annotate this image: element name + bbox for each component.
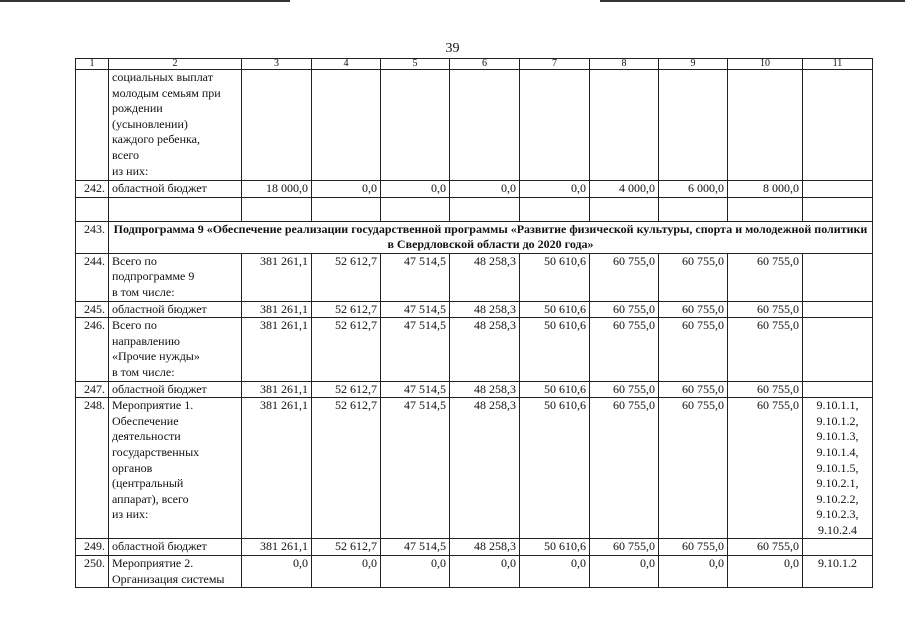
value-cell: 381 261,1	[242, 539, 312, 556]
spacer-row	[76, 197, 873, 221]
value-cell: 48 258,3	[450, 301, 520, 318]
codes-cell	[803, 381, 873, 398]
value-cell: 47 514,5	[381, 253, 450, 301]
value-cell: 381 261,1	[242, 318, 312, 381]
row-name: социальных выплат молодым семьям при рождении (усыновлении) каждого ребенка, всего из них:	[109, 70, 242, 181]
value-cell: 4 000,0	[590, 181, 659, 198]
value-cell: 60 755,0	[728, 539, 803, 556]
value-cell: 47 514,5	[381, 318, 450, 381]
value-cell: 52 612,7	[312, 318, 381, 381]
row-name: областной бюджет	[109, 181, 242, 198]
row-name: Мероприятие 2. Организация системы	[109, 556, 242, 588]
value-cell: 0,0	[381, 181, 450, 198]
value-cell: 0,0	[590, 556, 659, 588]
value-cell: 60 755,0	[728, 318, 803, 381]
row-number: 246.	[76, 318, 109, 381]
codes-cell	[803, 318, 873, 381]
value-cell: 50 610,6	[520, 318, 590, 381]
value-cell: 60 755,0	[659, 318, 728, 381]
column-header: 9	[659, 59, 728, 70]
value-cell: 52 612,7	[312, 253, 381, 301]
table-row	[76, 301, 873, 318]
row-number: 242.	[76, 181, 109, 198]
table-row	[76, 556, 873, 588]
row-name: Всего по направлению «Прочие нужды» в том числе:	[109, 318, 242, 381]
value-cell: 18 000,0	[242, 181, 312, 198]
row-name: Всего по подпрограмме 9 в том числе:	[109, 253, 242, 301]
value-cell: 47 514,5	[381, 539, 450, 556]
header-row	[76, 59, 873, 70]
value-cell: 0,0	[659, 556, 728, 588]
value-cell: 48 258,3	[450, 398, 520, 539]
row-name: Мероприятие 1. Обеспечение деятельности государственных органов (центральный аппарат), всего из них:	[109, 398, 242, 539]
value-cell: 60 755,0	[659, 381, 728, 398]
value-cell: 50 610,6	[520, 398, 590, 539]
value-cell: 60 755,0	[590, 381, 659, 398]
value-cell: 47 514,5	[381, 301, 450, 318]
value-cell: 48 258,3	[450, 381, 520, 398]
value-cell: 52 612,7	[312, 301, 381, 318]
row-number: 248.	[76, 398, 109, 539]
value-cell: 0,0	[312, 556, 381, 588]
codes-cell	[803, 539, 873, 556]
budget-table	[75, 58, 873, 588]
value-cell: 60 755,0	[728, 301, 803, 318]
value-cell: 50 610,6	[520, 253, 590, 301]
row-number: 250.	[76, 556, 109, 588]
row-number: 243.	[76, 221, 109, 253]
value-cell: 60 755,0	[659, 398, 728, 539]
column-header: 8	[590, 59, 659, 70]
column-header: 2	[109, 59, 242, 70]
value-cell: 50 610,6	[520, 381, 590, 398]
codes-cell	[803, 253, 873, 301]
row-name: областной бюджет	[109, 381, 242, 398]
column-header: 6	[450, 59, 520, 70]
value-cell: 0,0	[520, 181, 590, 198]
column-header: 1	[76, 59, 109, 70]
column-header: 11	[803, 59, 873, 70]
table-row	[76, 398, 873, 539]
column-header: 10	[728, 59, 803, 70]
value-cell: 0,0	[450, 181, 520, 198]
value-cell: 60 755,0	[590, 398, 659, 539]
column-header: 5	[381, 59, 450, 70]
value-cell: 52 612,7	[312, 398, 381, 539]
value-cell: 60 755,0	[728, 253, 803, 301]
value-cell: 60 755,0	[590, 301, 659, 318]
value-cell: 60 755,0	[590, 253, 659, 301]
codes-cell: 9.10.1.2	[803, 556, 873, 588]
row-number: 245.	[76, 301, 109, 318]
value-cell: 60 755,0	[659, 539, 728, 556]
value-cell: 0,0	[381, 556, 450, 588]
value-cell: 52 612,7	[312, 539, 381, 556]
row-name: областной бюджет	[109, 539, 242, 556]
value-cell: 47 514,5	[381, 398, 450, 539]
table-row	[76, 539, 873, 556]
table-row	[76, 181, 873, 198]
value-cell: 0,0	[312, 181, 381, 198]
value-cell: 0,0	[450, 556, 520, 588]
subprogram-title: Подпрограмма 9 «Обеспечение реализации государственной программы «Развитие физической культуры, спорта и молодежной политики в Свердловской области до 2020 года»	[109, 221, 873, 253]
row-number: 247.	[76, 381, 109, 398]
top-rule-left	[0, 0, 290, 2]
value-cell: 381 261,1	[242, 398, 312, 539]
value-cell: 52 612,7	[312, 381, 381, 398]
subprogram-row	[76, 221, 873, 253]
value-cell: 381 261,1	[242, 301, 312, 318]
column-header: 4	[312, 59, 381, 70]
value-cell: 60 755,0	[590, 539, 659, 556]
table-row	[76, 70, 873, 181]
value-cell: 381 261,1	[242, 381, 312, 398]
table-row	[76, 381, 873, 398]
value-cell: 48 258,3	[450, 253, 520, 301]
row-number: 244.	[76, 253, 109, 301]
value-cell: 60 755,0	[728, 381, 803, 398]
column-header: 7	[520, 59, 590, 70]
row-name: областной бюджет	[109, 301, 242, 318]
column-header: 3	[242, 59, 312, 70]
value-cell: 6 000,0	[659, 181, 728, 198]
value-cell: 50 610,6	[520, 301, 590, 318]
value-cell: 60 755,0	[590, 318, 659, 381]
codes-cell	[803, 301, 873, 318]
value-cell: 0,0	[520, 556, 590, 588]
codes-cell	[803, 181, 873, 198]
value-cell: 47 514,5	[381, 381, 450, 398]
value-cell: 60 755,0	[659, 301, 728, 318]
value-cell: 48 258,3	[450, 318, 520, 381]
row-number: 249.	[76, 539, 109, 556]
page-number: 39	[445, 41, 460, 56]
value-cell: 0,0	[242, 556, 312, 588]
value-cell: 381 261,1	[242, 253, 312, 301]
codes-cell: 9.10.1.1, 9.10.1.2, 9.10.1.3, 9.10.1.4, 9.10.1.5, 9.10.2.1, 9.10.2.2, 9.10.2.3, 9.10.2.4	[803, 398, 873, 539]
table-row	[76, 318, 873, 381]
value-cell: 60 755,0	[659, 253, 728, 301]
value-cell: 60 755,0	[728, 398, 803, 539]
value-cell: 48 258,3	[450, 539, 520, 556]
top-rule-right	[600, 0, 905, 2]
value-cell: 0,0	[728, 556, 803, 588]
table-row	[76, 253, 873, 301]
value-cell: 8 000,0	[728, 181, 803, 198]
value-cell: 50 610,6	[520, 539, 590, 556]
